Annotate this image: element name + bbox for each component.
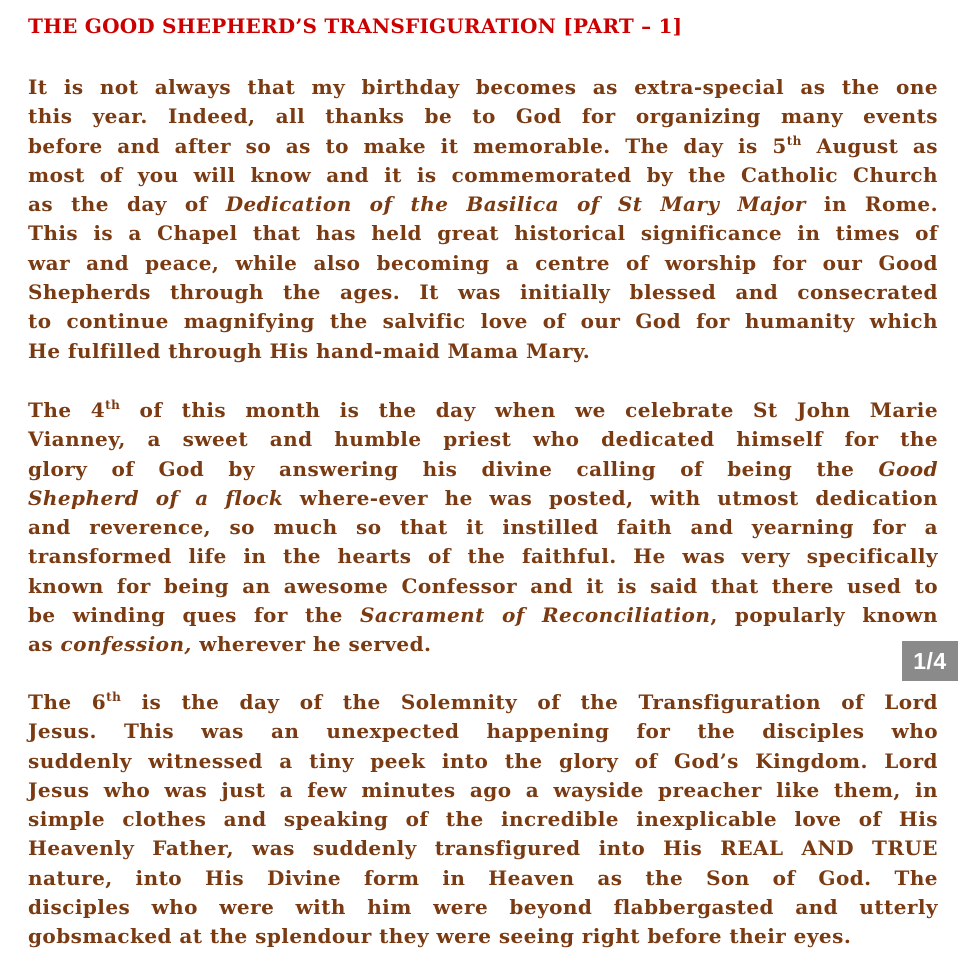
page-indicator-badge: 1/4	[902, 641, 958, 681]
text-line	[28, 893, 938, 922]
text-run: be winding ques for the	[28, 603, 361, 628]
text-run: war and peace, while also becoming a centre of worship for our Good	[28, 250, 938, 275]
text-run: as	[28, 632, 61, 657]
text-run: suddenly witnessed a tiny peek into the glory of God’s Kingdom. Lord	[28, 748, 938, 773]
text-line	[28, 776, 938, 805]
text-line	[28, 307, 938, 336]
text-run: nature, into His Divine form in Heaven as the Son of God. The	[28, 865, 938, 890]
text-line	[28, 542, 938, 571]
text-line	[28, 278, 938, 307]
text-line	[28, 102, 938, 131]
text-run: Heavenly Father, was suddenly transfigured into His REAL AND TRUE	[28, 836, 938, 861]
text-run: The 4	[28, 398, 106, 422]
text-run: Shepherds through the ages. It was initially blessed and consecrated	[28, 280, 938, 305]
paragraph-transfiguration	[28, 688, 938, 952]
text-run: He fulfilled through His hand-maid Mama Mary.	[28, 338, 591, 363]
text-line	[28, 132, 938, 161]
text-line	[28, 805, 938, 834]
document-title: THE GOOD SHEPHERD’S TRANSFIGURATION [PART – 1]	[28, 14, 683, 38]
ordinal-suffix: th	[786, 133, 802, 148]
text-line	[28, 425, 938, 454]
text-line	[28, 396, 938, 425]
text-line	[28, 572, 938, 601]
text-line	[28, 513, 938, 542]
text-run: simple clothes and speaking of the incredible inexplicable love of His	[28, 807, 938, 832]
text-line	[28, 601, 938, 630]
italic-text: Dedication of the Basilica of St Mary Major	[225, 192, 806, 217]
text-run: where-ever he was posted, with utmost dedication	[283, 485, 939, 510]
text-run: and reverence, so much so that it instilled faith and yearning for a	[28, 515, 938, 540]
text-run: disciples who were with him were beyond flabbergasted and utterly	[28, 895, 938, 920]
italic-text: confession,	[60, 632, 192, 657]
text-line	[28, 249, 938, 278]
text-run: known for being an awesome Confessor and it is said that there used to	[28, 573, 938, 598]
text-line	[28, 161, 938, 190]
text-line	[28, 688, 938, 717]
text-line	[28, 747, 938, 776]
text-line	[28, 455, 938, 484]
text-run: in Rome.	[805, 192, 938, 217]
text-run: August as	[801, 133, 938, 158]
text-run: wherever he served.	[191, 632, 432, 657]
text-line	[28, 630, 938, 659]
text-run: Vianney, a sweet and humble priest who dedicated himself for the	[28, 427, 938, 452]
text-line	[28, 337, 938, 366]
text-line	[28, 219, 938, 248]
text-run: transformed life in the hearts of the faithful. He was very specifically	[28, 544, 938, 569]
text-run: glory of God by answering his divine calling of being the	[28, 456, 879, 481]
ordinal-suffix: th	[105, 398, 121, 412]
text-run: , popularly known	[710, 603, 939, 628]
text-run: gobsmacked at the splendour they were seeing right before their eyes.	[28, 924, 852, 949]
text-line	[28, 484, 938, 513]
text-run: this year. Indeed, all thanks be to God for organizing many events	[28, 104, 938, 129]
paragraph-st-john-vianney	[28, 396, 938, 660]
text-run: It is not always that my birthday becomes as extra-special as the one	[28, 75, 938, 99]
ordinal-suffix: th	[106, 690, 122, 704]
text-line	[28, 717, 938, 746]
text-run: The 6	[28, 690, 107, 714]
text-run: Jesus who was just a few minutes ago a wayside preacher like them, in	[28, 777, 938, 802]
text-line	[28, 864, 938, 893]
text-run: to continue magnifying the salvific love of our God for humanity which	[28, 309, 938, 334]
text-run: as the day of	[28, 192, 226, 217]
text-line	[28, 922, 938, 951]
italic-text: Sacrament of Reconciliation	[360, 603, 711, 628]
text-run: is the day of the Solemnity of the Transfiguration of Lord	[121, 690, 938, 714]
italic-text: Shepherd of a flock	[28, 485, 284, 510]
text-run: Jesus. This was an unexpected happening for the disciples who	[28, 719, 938, 744]
italic-text: Good	[878, 456, 938, 481]
text-run: before and after so as to make it memorable. The day is 5	[28, 133, 787, 158]
paragraph-birthday	[28, 73, 938, 366]
text-run: most of you will know and it is commemorated by the Catholic Church	[28, 162, 938, 187]
text-line	[28, 73, 938, 102]
text-run: This is a Chapel that has held great historical significance in times of	[28, 221, 938, 246]
text-line	[28, 834, 938, 863]
text-run: of this month is the day when we celebrate St John Marie	[120, 398, 938, 422]
text-line	[28, 190, 938, 219]
